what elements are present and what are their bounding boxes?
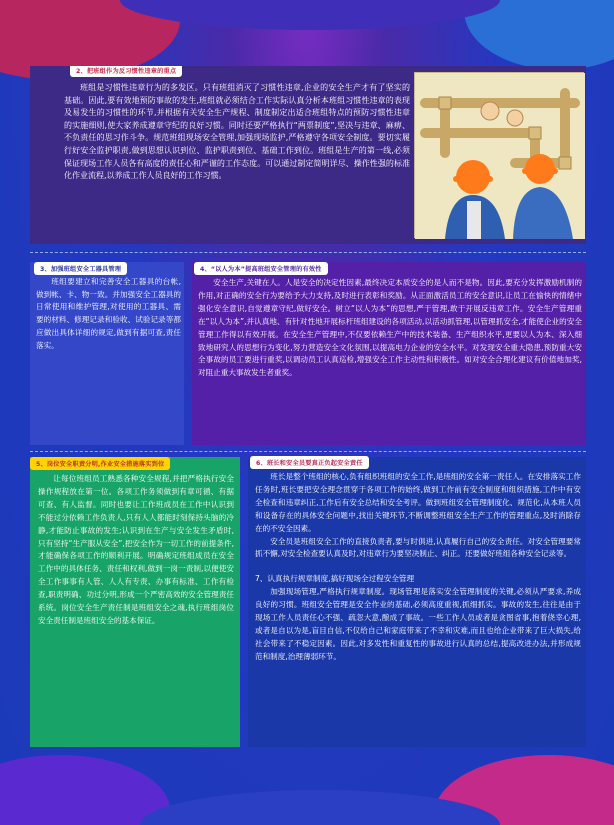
section-3-paragraph: 班组要建立和完善安全工器具的台帐,做到帐、卡、物一致。并加强安全工器具的日常使用和维护管理,对使用的工器具、需要的材料、修理记录和验收、试验记录等都应做出具体详细的规定,做到有据可查,责任落实。 [36, 277, 181, 350]
workers-illustration-svg [415, 73, 585, 239]
section-6-panel [248, 457, 586, 747]
section-6-paragraph-2: 安全员是班组安全工作的直接负责者,要与时俱进,认真履行自己的安全责任。对安全管理要常抓不懈,对安全检查要认真及时,对违章行为要坚决制止、纠正。还要做好班组各种安全记录等。 [255, 536, 581, 559]
section-5-panel [30, 457, 240, 747]
section-5-title: 5、岗位安全职责分明,作业安全措施落实到位 [30, 457, 170, 470]
section-5-paragraph: 让每位班组员工熟悉各种安全规程,并把严格执行安全操作规程放在第一位。各项工作务须做到有章可循、有据可查、有人监督。同时也要让工作班成员在工作中认识到不能过分依赖工作负责人,只有人人都能时刻保持头脑的冷静,才能防止事故的发生;认识到在生产与安全发生矛盾时,只有坚持“生产服从安全”,把安全作为一切工作的前提条件,才能确保各项工作的顺利开展。明确规定班组成员在安全工作中的具体任务、责任和权利,做到一岗一责制,以便使安全工作事事有人管、人人有专责、办事有标准、工作有检查,职责明确、功过分明,形成一个严密高效的安全管理责任系统。岗位安全生产责任制是班组安全之魂,执行班组岗位安全责任制是班组安全的基本保证。 [38, 474, 234, 625]
section-2-body [64, 82, 410, 183]
divider-line [30, 451, 586, 452]
section-3-body [36, 276, 181, 352]
section-2-paragraph: 班组是习惯性违章行为的多发区。只有班组消灭了习惯性违章,企业的安全生产才有了坚实的基础。因此,要有效地预防事故的发生,班组就必须结合工作实际认真分析本班组习惯性违章的表现及易发生的习惯性的环节,并根据有关安全生产规程、制度制定出适合班组特点的预防习惯性违章的实施细则,使大家养成遵章守纪的良好习惯。同时还要严格执行“两票制度”,坚决与违章、麻痹、不负责任的思习作斗争。规范班组现场安全管理,加强现场监护,严格遵守各项安全制度。要切实履行好安全监护职责,做到思想认识到位、监护职责到位、基础工作到位。班组是生产的第一线,必须保证现场工作人员各有高度的责任心和严谨的工作态度。可以通过制定简明详尽、操作性强的标准化作业流程,以养成工作人员良好的工作习惯。 [64, 83, 410, 181]
section-5-body [38, 473, 234, 628]
section-4-paragraph: 安全生产,关键在人。人是安全的决定性因素,最终决定本质安全的是人而不是物。因此,要充分发挥激励机制的作用,对正确的安全行为要给予大力支持,及时进行表彰和奖励。从正面激活员工的安全意识,让员工在愉快的情绪中强化安全意识,自觉遵章守纪,做好安全。树立“以人为本”的思想,严于管理,敢于开展反违章工作。安全生产管理重在“以人为本”,并认真地、有针对性地开展标杆班组建设的各项活动,以活动抓管理,以管理抓安全,才能使企业的安全管理工作得以有效开展。在安全生产管理中,不仅要依赖生产中的技术装备、生产组织水平,更要以人为本、深入细致地研究人的思想行为变化,努力营造安全文化氛围,以提高电力企业的安全水平。对发现安全重大隐患,预防重大安全事故的员工要进行重奖,以调动员工认真巡检,增强安全工作主动性和积极性。如对安全合理化建议有价值地加奖,对阻止重大事故发生者重奖。 [198, 278, 582, 378]
section-4-panel [192, 262, 586, 445]
section-6-title: 6、班长和安全员要真正负起安全责任 [250, 456, 369, 469]
section-7-paragraph: 加强现场管理,严格执行规章制度。现场管理是落实安全管理制度的关键,必须从严要求,养成良好的习惯。班组安全管理是安全作业的基础,必须高度重视,抓细抓实。事故的发生,往往是由于现场工作人员责任心不强、疏忽大意,酿成了事故。一些工作人员或者是贪图省事,抱着侥幸心理,或者是自以为是,盲目自信,不仅给自己和家庭带来了不幸和灾难,而且也给企业带来了巨大损失,给社会带来了不稳定因素。因此,对多发性和重复性的事故进行认真的总结,提高改进办法,并形成规范和制度,治理薄弱环节。 [255, 587, 581, 661]
section-7-heading: 7、认真执行规章制度,搞好现场全过程安全管理 [255, 574, 415, 584]
workers-pipes-illustration [414, 72, 584, 238]
section-2-title: 2、把班组作为反习惯性违章的重点 [70, 66, 182, 77]
section-6-body [255, 471, 581, 664]
section-4-body [198, 277, 582, 380]
divider-line [30, 252, 586, 253]
section-3-title: 3、加强班组安全工器具管理 [34, 262, 127, 275]
section-6-paragraph-1: 班长是整个班组的核心,负有组织班组的安全工作,是班组的安全第一责任人。在安排落实工作任务时,班长要把安全理念贯穿于各项工作的始终,做到工作前有安全制度和组织措施,工作中有安全检查和违章纠正,工作后有安全总结和安全考评。做到班组安全管理制度化、规范化,从本班人员和设备存在的具体安全问题中,找出关键环节,不断调整班组安全生产工作的管理重点,及时消除存在的不安全因素。 [255, 472, 581, 533]
section-3-panel [30, 262, 184, 445]
section-4-title: 4、“以人为本”提高班组安全管理的有效性 [194, 262, 328, 275]
section-2-panel [30, 66, 586, 244]
